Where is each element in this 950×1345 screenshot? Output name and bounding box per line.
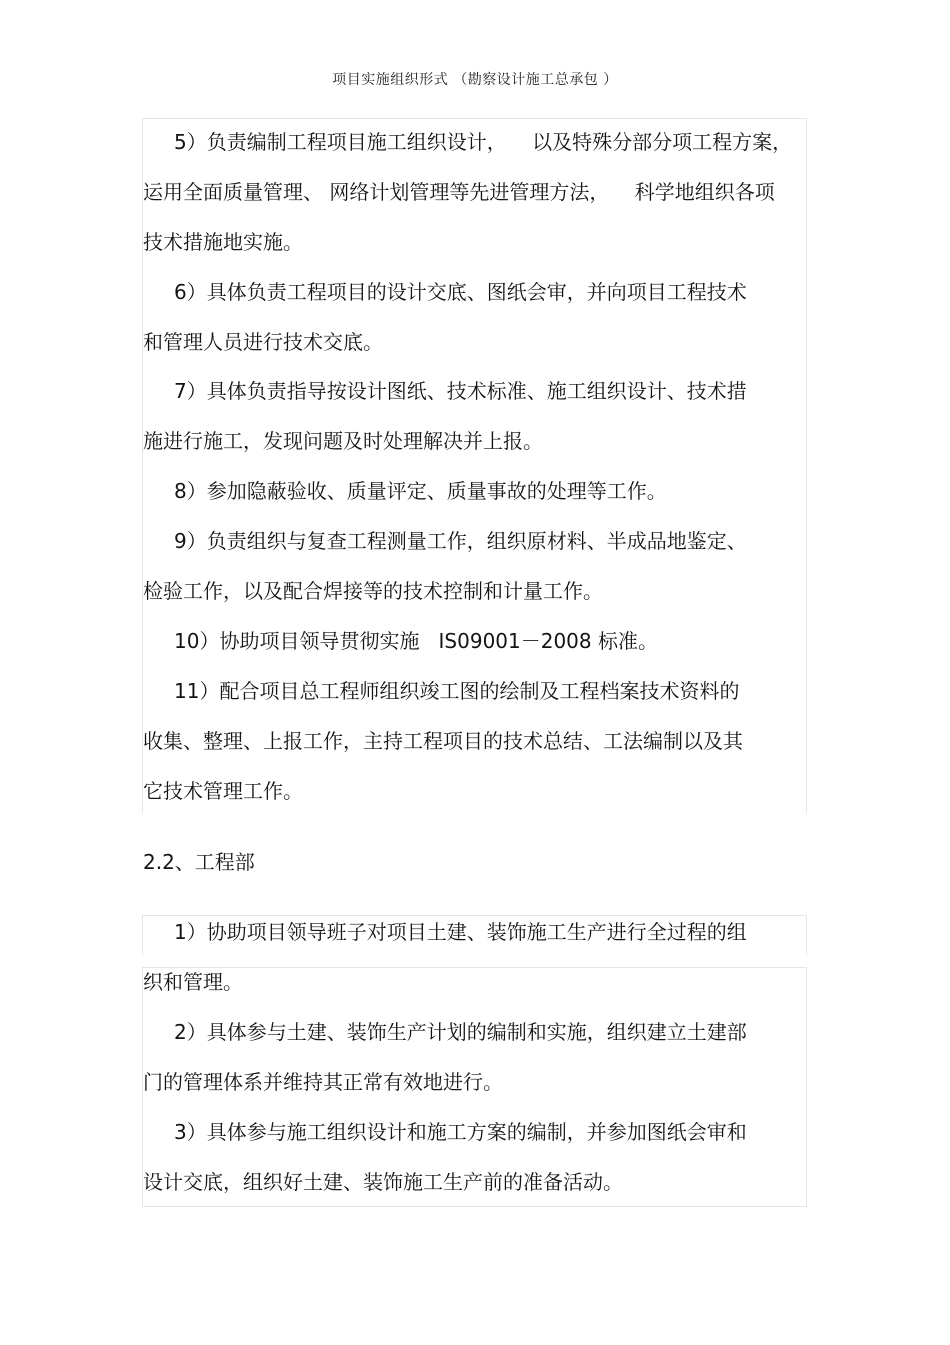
page-header: 项目实施组织形式 （勘察设计施工总承包 ） bbox=[332, 72, 618, 88]
paragraph-line: 和管理人员进行技术交底。 bbox=[143, 330, 383, 354]
paragraph-line: 检验工作，以及配合焊接等的技术控制和计量工作。 bbox=[143, 579, 603, 603]
paragraph-line: 10）协助项目领导贯彻实施 IS09001－2008 标准。 bbox=[174, 629, 658, 653]
paragraph-line: 6）具体负责工程项目的设计交底、图纸会审，并向项目工程技术 bbox=[174, 280, 747, 304]
content-frame-1 bbox=[142, 118, 807, 813]
paragraph-line: 11）配合项目总工程师组织竣工图的绘制及工程档案技术资料的 bbox=[174, 679, 740, 703]
paragraph-line: 施进行施工，发现问题及时处理解决并上报。 bbox=[143, 429, 543, 453]
paragraph-line: 8）参加隐蔽验收、质量评定、质量事故的处理等工作。 bbox=[174, 479, 667, 503]
paragraph-line: 它技术管理工作。 bbox=[143, 779, 303, 803]
paragraph-line: 1）协助项目领导班子对项目土建、装饰施工生产进行全过程的组 bbox=[174, 920, 747, 944]
paragraph-line: 设计交底，组织好土建、装饰施工生产前的准备活动。 bbox=[143, 1170, 623, 1194]
paragraph-line: 9）负责组织与复查工程测量工作，组织原材料、半成品地鉴定、 bbox=[174, 529, 747, 553]
paragraph-line: 7）具体负责指导按设计图纸、技术标准、施工组织设计、技术措 bbox=[174, 379, 747, 403]
paragraph-line: 运用全面质量管理、 网络计划管理等先进管理方法， 科学地组织各项 bbox=[143, 180, 775, 204]
paragraph-line: 2）具体参与土建、装饰生产计划的编制和实施，组织建立土建部 bbox=[174, 1020, 747, 1044]
paragraph-line: 3）具体参与施工组织设计和施工方案的编制，并参加图纸会审和 bbox=[174, 1120, 747, 1144]
paragraph-line: 织和管理。 bbox=[143, 970, 243, 994]
paragraph-line: 5）负责编制工程项目施工组织设计， 以及特殊分部分项工程方案， bbox=[174, 130, 793, 154]
paragraph-line: 门的管理体系并维持其正常有效地进行。 bbox=[143, 1070, 503, 1094]
section-title: 2.2、工程部 bbox=[143, 850, 255, 874]
paragraph-line: 技术措施地实施。 bbox=[143, 230, 303, 254]
paragraph-line: 收集、整理、上报工作，主持工程项目的技术总结、工法编制以及其 bbox=[143, 729, 743, 753]
